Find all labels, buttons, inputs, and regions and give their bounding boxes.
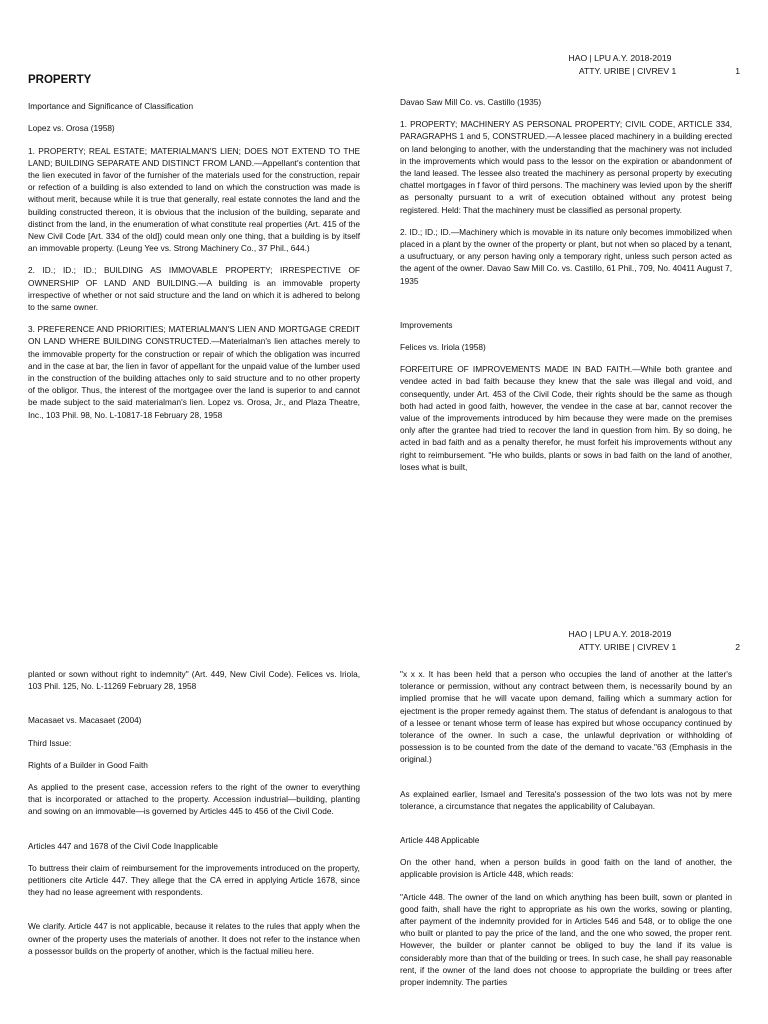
paragraph: 1. PROPERTY; REAL ESTATE; MATERIALMAN'S LIEN; DOES NOT EXTEND TO THE LAND; BUILDING SEPARATE AND DISTINCT FROM LAND.—Appellant's contention that the lien executed in favor of the furnisher of the materials used for the construction, repair or refection of a building is also extended to land on which the construction was made is without merit, because while it is true that generally, real estate connotes the land and the building constructed thereon, it is obvious that the inclusion of the building, separate and distinct from the land, in the enumeration of what constitute real properties (Art. 415 of the New Civil Code [Art. 334 of the old]) could mean only one thing, that a building is by itself an immovable property. (Leung Yee vs. Strong Machinery Co., 37 Phil., 644.) — [28, 145, 360, 254]
page-number: 2 — [735, 642, 740, 652]
header-course: HAO | LPU A.Y. 2018-2019 — [568, 629, 672, 639]
header-professor: ATTY. URIBE | CIVREV 1 — [578, 642, 677, 652]
page-header — [500, 628, 740, 654]
right-column — [400, 668, 732, 998]
header-course: HAO | LPU A.Y. 2018-2019 — [568, 53, 672, 63]
case-name: Felices vs. Iriola (1958) — [400, 342, 486, 353]
section-heading: Importance and Significance of Classification — [28, 101, 194, 112]
paragraph: FORFEITURE OF IMPROVEMENTS MADE IN BAD FAITH.—While both grantee and vendee acted in bad faith because they knew that the sale was illegal and void, and consequently, under Art. 453 of the Civil Code, their rights should be the same as though both had acted in good faith, however, the vendee in the case at bar, cannot recover the value of the improvements introduced by him because they were made on the premises only after the grantee had tried to recover the land in question from him. By so doing, he acted in bad faith and as a penalty therefor, he must forfeit his improvements without any right to reimbursement. "He who builds, plants or sows in bad faith on the land of another, loses what is built, — [400, 364, 732, 472]
header-professor: ATTY. URIBE | CIVREV 1 — [578, 66, 677, 76]
section-heading: Article 448 Applicable — [400, 835, 480, 846]
paragraph: As explained earlier, Ismael and Teresita's possession of the two lots was not by mere tolerance, a circumstance that negates the applicability of Calubayan. — [400, 788, 732, 811]
paragraph: To buttress their claim of reimbursement for the improvements introduced on the property, petitioners cite Article 447. They allege that the CA erred in applying Article 1678, since they had no lease agreement with respondents. — [28, 862, 360, 898]
page-header — [500, 52, 740, 78]
paragraph: We clarify. Article 447 is not applicable, because it relates to the rules that apply when the owner of the property uses the materials of another. It does not refer to the instance when a possessor builds on the property of another, which is the factual milieu here. — [28, 921, 360, 956]
paragraph: 3. PREFERENCE AND PRIORITIES; MATERIALMAN'S LIEN AND MORTGAGE CREDIT ON LAND WHERE BUILDING CONSTRUCTED.—Materialman's lien attaches merely to the immovable property for the construction or repair of which the obligation was incurred and in the case at bar, the lien in favor of appellant for the unpaid value of the lumber used in the construction of the building attaches only to said structure and to no other property of the obligor. Thus, the interest of the mortgagee over the land is superior to and cannot be made subject to the said materialman's lien. Lopez vs. Orosa, Jr., and Plaza Theatre, Inc., 103 Phil. 98, No. L-10817-18 February 28, 1958 — [28, 324, 360, 420]
document-page-2 — [0, 512, 768, 1024]
right-column — [400, 96, 732, 483]
section-heading: Improvements — [400, 319, 453, 330]
page-title: PROPERTY — [28, 74, 92, 86]
issue-label: Third Issue: — [28, 737, 72, 748]
left-column — [28, 74, 360, 431]
paragraph: "x x x. It has been held that a person who occupies the land of another at the latter's tolerance or permission, without any contract between them, is necessarily bound by an implied promise that he will vacate upon demand, failing which a summary action for ejectment is the proper remedy against them. The status of defendant is analogous to that of a lessee or tenant whose term of lease has expired but whose occupancy continued by tolerance of the owner. In such a case, the unlawful deprivation or withholding of possession is to be counted from the date of the demand to vacate."63 (Emphasis in the original.) — [400, 669, 732, 765]
paragraph: "Article 448. The owner of the land on which anything has been built, sown or planted in good faith, shall have the right to appropriate as his own the works, sowing or planting, after payment of the indemnity provided for in Articles 546 and 548, or to oblige the one who built or planted to pay the price of the land, and the one who sowed, the proper rent. However, the builder or planter cannot be obliged to buy the land if its value is considerably more than that of the building or trees. In such case, he shall pay reasonable rent, if the owner of the land does not choose to appropriate the building or trees after proper indemnity. The parties — [400, 891, 732, 988]
case-name: Lopez vs. Orosa (1958) — [28, 123, 115, 134]
case-name: Davao Saw Mill Co. vs. Castillo (1935) — [400, 97, 542, 107]
paragraph: 1. PROPERTY; MACHINERY AS PERSONAL PROPERTY; CIVIL CODE, ARTICLE 334, PARAGRAPHS 1 and 5, CONSTRUED.—A lessee placed machinery in a building erected on land belonging to another, with the understanding that the machinery was not included in the improvements which would pass to the lessor on the expiration or abandonment of the land leased. The lessee also treated the machinery as personal property by executing chattel mortgages in f favor of third persons. The machinery was levied upon by the sheriff as personalty pursuant to a writ of execution obtained without any protest being registered. Held: That the machinery must be classified as personal property. — [400, 119, 732, 215]
paragraph: 2. ID.; ID.; ID.; BUILDING AS IMMOVABLE PROPERTY; IRRESPECTIVE OF OWNERSHIP OF LAND AND BUILDING.—A building is an immovable property irrespective of whether or not said structure and the land on which it is adhered to belong to the same owner. — [28, 265, 360, 313]
paragraph: 2. ID.; ID.; ID.—Machinery which is movable in its nature only becomes immobilized when placed in a plant by the owner of the property or plant, but not when so placed by a tenant, a usufructuary, or any person having only a temporary right, unless such person acted as the agent of the owner. Davao Saw Mill Co. vs. Castillo, 61 Phil., 709, No. 40411 August 7, 1935 — [400, 226, 732, 286]
page-number: 1 — [735, 66, 740, 76]
left-column — [28, 668, 360, 967]
paragraph: As applied to the present case, accession refers to the right of the owner to everything that is incorporated or attached to the property. Accession industrial—building, planting and sowing on an immovable—is governed by Articles 445 to 456 of the Civil Code. — [28, 782, 360, 817]
paragraph: planted or sown without right to indemnity" (Art. 449, New Civil Code). Felices vs. Iriola, 103 Phil. 125, No. L-11269 February 28, 1958 — [28, 669, 360, 692]
case-name: Macasaet vs. Macasaet (2004) — [28, 715, 142, 726]
issue-title: Rights of a Builder in Good Faith — [28, 759, 148, 770]
section-heading: Articles 447 and 1678 of the Civil Code Inapplicable — [28, 840, 219, 851]
paragraph: On the other hand, when a person builds in good faith on the land of another, the applicable provision is Article 448, which reads: — [400, 857, 732, 880]
